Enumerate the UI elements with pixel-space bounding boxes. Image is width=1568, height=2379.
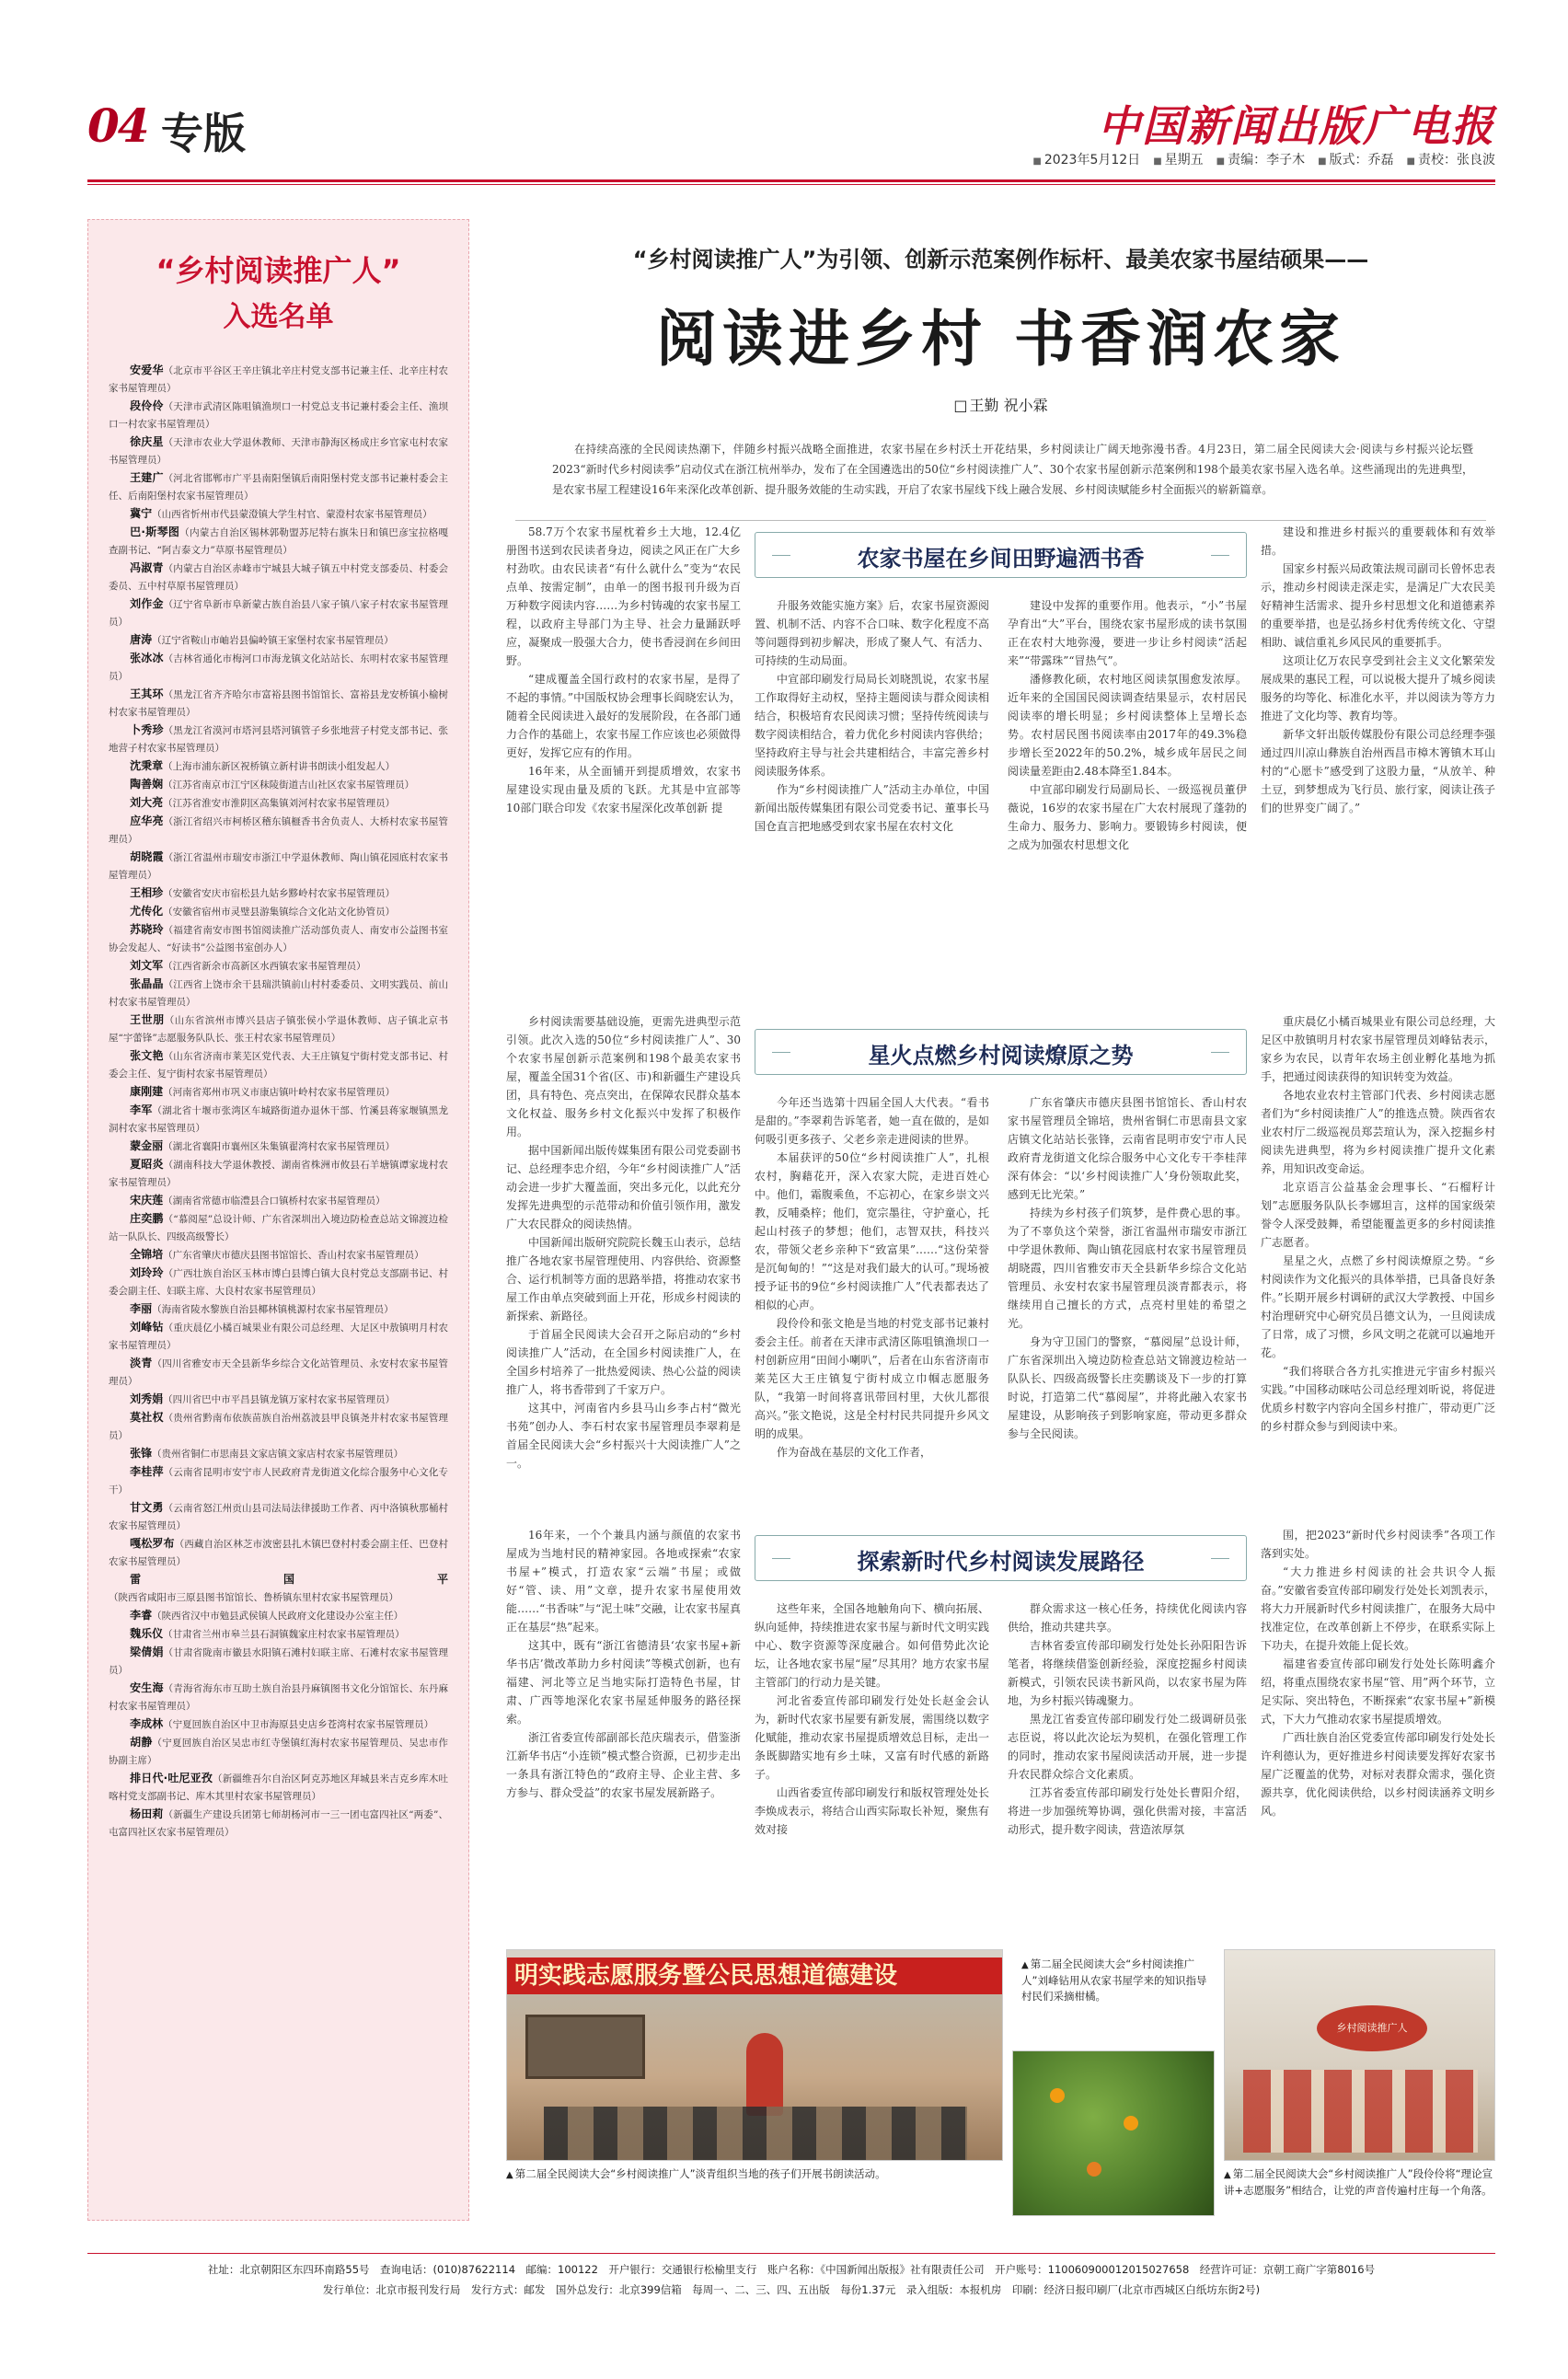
issue-layout: ■ 版式：乔磊 <box>1318 150 1393 168</box>
paragraph: 中宣部印刷发行局局长刘晓凯说，农家书屋工作取得好主动权，坚持主题阅读与群众阅读相结合，积极培育农民阅读习惯；坚持传统阅读与数字阅读相结合，着力优化乡村阅读内容供给；坚持政府主导与社会共建相结合，丰富完善乡村阅读服务体系。 <box>755 673 989 778</box>
footer-rule <box>87 2253 1495 2254</box>
winner-name: 蒙金丽 <box>130 1139 164 1152</box>
winner-entry <box>109 794 448 813</box>
winner-entry <box>109 560 448 595</box>
winner-name: 淡青 <box>130 1357 153 1369</box>
article-lead: 在持续高涨的全民阅读热潮下，伴随乡村振兴战略全面推进，农家书屋在乡村沃土开花结果，乡村阅读让广阔天地弥漫书香。4月23日，第二届全民阅读大会·阅读与乡村振兴论坛暨2023“新时代乡村阅读季”启动仪式在浙江杭州举办，发布了在全国遴选出的50位“乡村阅读推广人”、30个农家书屋创新示范案例和198个最美农家书屋入选名单。这些涌现出的先进典型，是农家书屋工程建设16年来深化改革创新、提升服务效能的生动实践，开启了农家书屋线下线上融合发展、乡村阅读赋能乡村全面振兴的崭新篇章。 <box>552 443 1473 496</box>
sidebar-title-line1: “乡村阅读推广人” <box>156 253 401 288</box>
winner-entry <box>109 1607 448 1625</box>
paragraph: 星星之火，点燃了乡村阅读燎原之势。“乡村阅读作为文化振兴的具体举措，已具备良好条件。”长期开展乡村调研的武汉大学教授、中国乡村治理研究中心研究员吕德文认为，一旦阅读成了日常，成了习惯，乡风文明之花就可以遍地开花。 <box>1261 1254 1495 1359</box>
winner-name: 雷国平 <box>130 1573 448 1586</box>
masthead-rule-thin <box>87 184 1495 185</box>
winner-description: （山东省滨州市博兴县店子镇张侯小学退休教师、店子镇北京书屋“宇蕾锋”志愿服务队队长、张王村农家书屋管理员） <box>109 1015 448 1044</box>
paragraph: 北京语言公益基金会理事长、“石榴籽计划”志愿服务队队长李娜坦言，这样的国家级荣誉令人深受鼓舞，希望能覆盖更多的乡村阅读推广志愿者。 <box>1261 1181 1495 1249</box>
winner-description: （广东省肇庆市德庆县图书馆馆长、香山村农家书屋管理员） <box>163 1250 424 1261</box>
paragraph: 升服务效能实施方案》后，农家书屋资源阅置、机制不活、内容不合口味、数字化程度不高等问题得到初步解决，形成了聚人气、有活力、可持续的生动局面。 <box>755 599 989 667</box>
winner-entry <box>109 1047 448 1083</box>
winner-name: 刘文军 <box>130 959 164 972</box>
section-2-col-4 <box>1261 1012 1495 1436</box>
winner-description: （宁夏回族自治区中卫市海原县史店乡苍湾村农家书屋管理员） <box>163 1719 434 1730</box>
winner-description: （甘肃省兰州市皋兰县石洞镇魏家庄村农家书屋管理员） <box>163 1629 405 1640</box>
bookshelf <box>525 2015 645 2079</box>
winner-name: 全锦培 <box>130 1248 164 1261</box>
winner-entry <box>109 1445 448 1463</box>
paragraph: 福建省委宣传部印刷发行处处长陈明鑫介绍，将重点围绕农家书屋“管、用”两个环节，立足实际、突出特色，不断探索“农家书屋+”新模式，下大力气推动农家书屋提质增效。 <box>1261 1657 1495 1726</box>
winner-entry <box>109 1210 448 1246</box>
winner-name: 王建广 <box>130 471 164 484</box>
winner-entry <box>109 1625 448 1644</box>
winner-entry <box>109 650 448 686</box>
winner-name: 莫社权 <box>130 1411 164 1424</box>
paragraph: 山西省委宣传部印刷发行和版权管理处处长李焕成表示，将结合山西实际取长补短，聚焦有效对接 <box>755 1786 989 1836</box>
paragraph: 这其中，河南省内乡县马山乡李占村“微光书苑”创办人、李石村农家书屋管理员李翠莉是首届全民阅读大会“乡村振兴十大阅读推广人”之一。 <box>506 1402 741 1470</box>
winner-description: （浙江省温州市瑞安市浙江中学退休教师、陶山镇花园底村农家书屋管理员） <box>109 852 448 881</box>
paper-logo: 中国新闻出版广电报 <box>1098 101 1495 151</box>
paragraph: 黑龙江省委宣传部印刷发行处二级调研员张志臣说，将以此次论坛为契机，在强化管理工作的同时，推动农家书屋阅读活动开展，进一步提升农民群众综合文化素质。 <box>1008 1713 1247 1781</box>
winner-name: 冯淑青 <box>130 561 164 574</box>
winner-name: 李丽 <box>130 1302 153 1315</box>
issue-editor: ■ 责编：李子木 <box>1216 150 1305 168</box>
section-2 <box>506 1012 1495 1472</box>
winner-name: 张锋 <box>130 1447 153 1460</box>
paragraph: 广西壮族自治区党委宣传部印刷发行处处长许利德认为，更好推进乡村阅读要发挥好农家书屋广泛覆盖的优势，对标对表群众需求，强化资源共享，优化阅读供给，以乡村阅读涵养文明乡风。 <box>1261 1731 1495 1818</box>
winner-entry <box>109 595 448 631</box>
winner-description: （内蒙古自治区锡林郭勒盟苏尼特右旗朱日和镇巴彦宝拉格嘎查副书记、“阿吉泰文力”草原书屋管理员） <box>109 527 449 556</box>
paragraph: 16年来，从全面铺开到提质增效，农家书屋建设实现由量及质的飞跃。尤其是中宣部等10部门联合印发《农家书屋深化改革创新 提 <box>506 765 741 814</box>
winner-entry <box>109 398 448 433</box>
winner-description: （贵州省黔南布依族苗族自治州荔波县甲良镇尧井村农家书屋管理员） <box>109 1413 448 1441</box>
winner-description: （陕西省咸阳市三原县图书馆馆长、鲁桥镇东里村农家书屋管理员） <box>109 1592 398 1603</box>
photo-sign: 乡村阅读推广人 <box>1317 2005 1427 2051</box>
winner-sidebar <box>87 219 469 2221</box>
winner-entry <box>109 433 448 469</box>
winner-entry <box>109 957 448 976</box>
section-2-col-2 <box>755 1093 989 1461</box>
issue-weekday: ■ 星期五 <box>1153 150 1203 168</box>
winner-entry <box>109 1102 448 1138</box>
paragraph: 潘修教化硕，农村地区阅读氛围愈发浓厚。近年来的全国国民阅读调查结果显示，农村居民阅读率的增长明显；乡村阅读整体上呈增长态势。农村居民图书阅读率由2017年的49.3%稳步增长至2022年的50.2%，城乡成年居民之间阅读量差距由2.48本降至1.84本。 <box>1008 673 1247 778</box>
section-3-col-1 <box>506 1526 741 1802</box>
section-3-subhead: 探索新时代乡村阅读发展路径 <box>755 1535 1247 1581</box>
winner-entry <box>109 1156 448 1192</box>
section-1-col-4 <box>1261 523 1495 817</box>
winner-description: （湖北省十堰市张湾区车城路街道办退休干部、竹溪县蒋家堰镇黑龙洞村农家书屋管理员） <box>109 1105 448 1134</box>
winner-name: 刘秀娟 <box>130 1392 164 1405</box>
paragraph: 群众需求这一核心任务，持续优化阅读内容供给，推动共建共享。 <box>1008 1602 1247 1634</box>
winner-entry <box>109 1011 448 1047</box>
photo-caption-left: ▲ 第二届全民阅读大会“乡村阅读推广人”淡青组织当地的孩子们开展书朗读活动。 <box>506 2166 1003 2183</box>
winner-name: 李军 <box>130 1103 153 1116</box>
winner-name: 冀宁 <box>130 507 153 520</box>
winner-name: 王其环 <box>130 687 164 700</box>
winner-entry <box>109 362 448 398</box>
winner-entry <box>109 1246 448 1265</box>
winner-entry <box>109 1391 448 1409</box>
section-3-col-2 <box>755 1599 989 1839</box>
winner-description: （天津市武清区陈咀镇渔坝口一村党总支书记兼村委会主任、渔坝口一村农家书屋管理员） <box>109 401 448 430</box>
winner-name: 排日代·吐尼亚孜 <box>130 1772 213 1784</box>
winner-name: 康刚建 <box>130 1085 164 1098</box>
paragraph: 中国新闻出版研究院院长魏玉山表示，总结推广各地农家书屋管理使用、内容供给、资源整合、运行机制等方面的思路举措，将推动农家书屋工作由单点突破到面上开花，形成乡村阅读的新探索、新路径。 <box>506 1236 741 1322</box>
orange-fruit <box>1124 2116 1138 2131</box>
paragraph: 围，把2023“新时代乡村阅读季”各项工作落到实处。 <box>1261 1529 1495 1560</box>
paragraph: 段伶伶和张文艳是当地的村党支部书记兼村委会主任。前者在天津市武清区陈咀镇渔坝口一村创新应用“田间小喇叭”，后者在山东省济南市莱芜区大王庄镇复宁街村成立巾帼志愿服务队，“我第一时间将喜讯带回村里，大伙儿都很高兴。”张文艳说，这是全村村民共同提升乡风文明的成果。 <box>755 1317 989 1440</box>
winner-description: （海南省陵水黎族自治县椰林镇桃源村农家书屋管理员） <box>152 1304 394 1315</box>
section-1-col-3 <box>1008 596 1247 854</box>
winner-description: （河北省邯郸市广平县南阳堡镇后南阳堡村党支部书记兼村委会主任、后南阳堡村农家书屋管理员） <box>109 473 448 502</box>
winner-name: 王世朋 <box>130 1013 165 1026</box>
winner-description: （湖南科技大学退休教授、湖南省株洲市攸县石羊塘镇谭家垅村农家书屋管理员） <box>109 1160 448 1188</box>
winner-entry <box>109 722 448 757</box>
orange-fruit <box>1050 2088 1065 2103</box>
winner-name: 刘峰钻 <box>130 1321 164 1334</box>
article-kicker: “乡村阅读推广人”为引领、创新示范案例作标杆、最美农家书屋结硕果—— <box>632 247 1369 272</box>
winner-description: （河南省郑州市巩义市康店镇叶岭村农家书屋管理员） <box>163 1087 396 1098</box>
winner-entry <box>109 1715 448 1734</box>
winner-entry <box>109 903 448 921</box>
winner-name: 胡晓霞 <box>130 850 164 863</box>
winner-entry <box>109 469 448 505</box>
winner-name: 宋庆莲 <box>130 1194 164 1207</box>
paragraph: 新华文轩出版传媒股份有限公司总经理李强通过四川凉山彝族自治州西昌市樟木箐镇木耳山村的“心愿卡”感受到了这股力量，“从放羊、种土豆，到梦想成为飞行员、旅行家，阅读让孩子们的世界变广阔了。” <box>1261 728 1495 814</box>
winner-name: 卜秀珍 <box>130 723 164 736</box>
winner-name: 徐庆星 <box>130 435 164 448</box>
winner-name: 李成林 <box>130 1717 164 1730</box>
section-name: 专版 <box>161 109 246 158</box>
section-1-col-1 <box>506 523 741 817</box>
winner-entry <box>109 976 448 1011</box>
paragraph: 58.7万个农家书屋枕着乡土大地，12.4亿册图书送到农民读者身边，阅读之风正在广大乡村劲吹。由农民读者“有什么就什么”变为“农民点单、按需定制”，由单一的图书报刊升级为百万种数字阅读内容……为乡村铸魂的农家书屋工程，以政府主导部门为主导、社会力量踊跃呼应，凝聚成一股强大合力，使书香浸润在乡间田野。 <box>506 525 741 667</box>
winner-entry <box>109 686 448 722</box>
winner-description: （黑龙江省漠河市塔河县塔河镇管子乡张地营子村党支部书记、张地营子村农家书屋管理员） <box>109 725 448 754</box>
winner-name: 苏晓玲 <box>130 923 164 936</box>
winner-name: 张晶晶 <box>130 977 164 990</box>
winner-description: （吉林省通化市梅河口市海龙镇文化站站长、东明村农家书屋管理员） <box>109 653 448 682</box>
winner-description: （湖南省常德市临澧县合口镇桥村农家书屋管理员） <box>163 1195 386 1207</box>
winner-description: （云南省昆明市安宁市人民政府青龙街道文化综合服务中心文化专干） <box>109 1467 448 1496</box>
winner-name: 刘作金 <box>130 597 164 610</box>
winner-name: 沈秉章 <box>130 759 164 772</box>
page-number: 04 <box>87 98 148 153</box>
section-3-col-4 <box>1261 1526 1495 1820</box>
winner-description: （上海市浦东新区祝桥镇立新村讲书朗读小组发起人） <box>163 761 396 772</box>
winner-description: （安徽省宿州市灵璧县游集镇综合文化站文化协管员） <box>163 907 396 918</box>
winner-name: 张冰冰 <box>130 652 164 664</box>
winner-entry <box>109 1355 448 1391</box>
winner-entry <box>109 1300 448 1319</box>
winner-entry <box>109 849 448 884</box>
winner-description: （重庆晨亿小橘百城果业有限公司总经理、大足区中敖镇明月村农家书屋管理员） <box>109 1322 448 1351</box>
footer-line-2: 发行单位：北京市报刊发行局 发行方式：邮发 国外总发行：北京399信箱 每周一、二、三、四、五出版 每份1.37元 录入组版：本报机房 印刷：经济日报印刷厂(北京市西城区白纸坊东街2号) <box>322 2283 1261 2296</box>
winner-name: 王相珍 <box>130 886 164 899</box>
winner-entry <box>109 524 448 560</box>
winner-name: 梁倩娟 <box>130 1646 164 1658</box>
orange-fruit <box>1087 2162 1101 2177</box>
winner-description: （山东省济南市莱芜区党代表、大王庄镇复宁街村党支部书记、村委会主任、复宁街村农家书屋管理员） <box>109 1051 448 1080</box>
winner-description: （贵州省铜仁市思南县文家店镇文家店村农家书屋管理员） <box>152 1449 404 1460</box>
winner-entry <box>109 1499 448 1535</box>
winner-name: 魏乐仪 <box>130 1627 164 1640</box>
winner-description: （江西省新余市高新区水西镇农家书屋管理员） <box>163 961 366 972</box>
winner-entry <box>109 1138 448 1156</box>
winner-description: （福建省南安市图书馆阅读推广活动部负责人、南安市公益图书室协会发起人、“好读书”公益图书室创办人） <box>109 925 448 953</box>
sidebar-title <box>88 248 468 334</box>
paragraph: 江苏省委宣传部印刷发行处处长曹阳介绍，将进一步加强统筹协调，强化供需对接，丰富活动形式，提升数字阅读，营造浓厚氛 <box>1008 1786 1247 1836</box>
paragraph: 作为“乡村阅读推广人”活动主办单位，中国新闻出版传媒集团有限公司党委书记、董事长马国仓直言把地感受到农家书屋在农村文化 <box>755 783 989 833</box>
winner-entry <box>109 884 448 903</box>
winner-entry <box>109 1463 448 1499</box>
photo-banner: 明实践志愿服务暨公民思想道德建设 <box>507 1957 1003 1994</box>
winner-description: （安徽省安庆市宿松县九姑乡黟岭村农家书屋管理员） <box>163 888 396 899</box>
paragraph: 各地农业农村主管部门代表、乡村阅读志愿者们为“乡村阅读推广人”的推选点赞。陕西省农业农村厅二级巡视员郑芸瑄认为，深入挖掘乡村阅读先进典型，将为乡村阅读推广提升文化素养，用知识改变命运。 <box>1261 1089 1495 1175</box>
winner-name: 陶善娴 <box>130 778 164 791</box>
winner-entry <box>109 631 448 650</box>
winner-name: 唐涛 <box>130 633 153 646</box>
section-2-subhead: 星火点燃乡村阅读燎原之势 <box>755 1029 1247 1075</box>
paragraph: 广东省肇庆市德庆县图书馆馆长、香山村农家书屋管理员全锦培，贵州省铜仁市思南县文家店镇文化站站长张锋，云南省昆明市安宁市人民政府青龙街道文化综合服务中心文化专干李桂萍深有体会：“以‘乡村阅读推广人’身份领取此奖，感到无比光荣。” <box>1008 1096 1247 1201</box>
paragraph: 本届获评的50位“乡村阅读推广人”，扎根农村，胸藉花开，深入农家大院，走进百姓心中。他们，霜腹乘鱼，不忘初心，在家乡崇文兴教，反哺桑梓；他们，宽宗墨往，守护童心，托起山村孩子的梦想；他们，志智双扶，科技兴农，带领父老乡亲种下“致富果”……“这份荣誉是沉甸甸的！”“这是对我们最大的认可。”现场被授予证书的9位“乡村阅读推广人”代表都表达了相似的心声。 <box>755 1151 989 1311</box>
paragraph: 吉林省委宣传部印刷发行处处长孙阳阳告诉笔者，将继续借鉴创新经验，深度挖掘乡村阅读新模式，引领农民读书新风尚，以农家书屋为阵地，为乡村振兴铸魂聚力。 <box>1008 1639 1247 1707</box>
winner-description: （四川省巴中市平昌县镇龙镇万家村农家书屋管理员） <box>163 1394 396 1405</box>
winner-name: 尤传化 <box>130 905 164 918</box>
paragraph: 这些年来，全国各地触角向下、横向拓展、纵向延伸，持续推进农家书屋与新时代文明实践中心、数字资源等深度融合。如何借势此次论坛，让各地农家书屋“屋”尽其用？地方农家书屋主管部门的行动力是关键。 <box>755 1602 989 1689</box>
winner-entry <box>109 921 448 957</box>
issue-date: ■ 2023年5月12日 <box>1032 150 1140 168</box>
photo-caption-top-right: ▲ 第二届全民阅读大会“乡村阅读推广人”刘峰钻用从农家书屋学来的知识指导村民们采摘柑橘。 <box>1021 1957 1215 2004</box>
winner-description: （江苏省淮安市淮阴区高集镇刘河村农家书屋管理员） <box>163 798 396 809</box>
winner-description: （新疆维吾尔自治区阿克苏地区拜城县米吉克乡库木吐喀村党支部副书记、库木其里村农家书屋管理员） <box>109 1773 449 1802</box>
winner-name: 安爱华 <box>130 364 164 376</box>
section-3-col-3 <box>1008 1599 1247 1839</box>
paragraph: 国家乡村振兴局政策法规司副司长曾怀忠表示，推动乡村阅读走深走实，是满足广大农民美好精神生活需求、提升乡村思想文化和道德素养的重要举措，也是弘扬乡村优秀传统文化、守望相助、诚信重礼乡风民风的重要抓手。 <box>1261 562 1495 649</box>
section-1 <box>506 523 1495 1001</box>
photo-children-reading <box>506 1949 1003 2161</box>
paragraph: 浙江省委宣传部副部长范庆瑞表示，借鉴浙江新华书店“小连锁”模式整合资源，已初步走出一条具有浙江特色的“政府主导、企业主营、多方参与、群众受益”的农家书屋发展新路子。 <box>506 1731 741 1799</box>
winner-name: 李桂萍 <box>130 1465 164 1478</box>
winner-description: （内蒙古自治区赤峰市宁城县大城子镇五中村党支部委员、村委会委员、五中村草原书屋管理员） <box>109 563 448 592</box>
volunteer-group <box>1243 2070 1478 2153</box>
winner-entry <box>109 1770 448 1806</box>
winner-description: （宁夏回族自治区吴忠市红寺堡镇红海村农家书屋管理员、吴忠市作协副主席） <box>109 1738 448 1766</box>
winner-entry <box>109 1265 448 1300</box>
footer-line-1: 社址：北京朝阳区东四环南路55号 查询电话：(010)87622114 邮编：100122 开户银行：交通银行松榆里支行 账户名称：《中国新闻出版报》社有限责任公司 开户账号：110060900012015027658 经营许可证：京朝工商广字第8016号 <box>207 2263 1376 2276</box>
winner-entry <box>109 1680 448 1715</box>
paragraph: 河北省委宣传部印刷发行处处长赵金会认为，新时代农家书屋要有新发展，需围绕以数字化赋能，推动农家书屋提质增效总目标，走出一条既脚踏实地有乡土味，又富有时代感的新路子。 <box>755 1694 989 1781</box>
paragraph: “我们将联合各方扎实推进元宇宙乡村振兴实践。”中国移动咪咕公司总经理刘昕说，将促进优质乡村数字内容向全国乡村推广，带动更广泛的乡村群众参与到阅读中来。 <box>1261 1365 1495 1433</box>
winner-description: （“慕阅屋”总设计师、广东省深圳出入境边防检查总站文锦渡边检站一队队长、四级高级警长） <box>109 1214 448 1242</box>
winner-entry <box>109 813 448 849</box>
winner-name: 杨田莉 <box>130 1807 164 1820</box>
winner-name: 刘玲玲 <box>130 1266 164 1279</box>
lead-divider <box>515 520 1486 521</box>
winner-description: （云南省怒江州贡山县司法局法律援助工作者、丙中洛镇秋那桶村农家书屋管理员） <box>109 1503 448 1531</box>
footer <box>87 2259 1495 2300</box>
winner-description: （浙江省绍兴市柯桥区稽东镇榧香书舍负责人、大桥村农家书屋管理员） <box>109 816 448 845</box>
section-3 <box>506 1526 1495 1931</box>
paragraph: 这其中，既有“浙江省德清县‘农家书屋+新华书店’微改革助力乡村阅读”等模式创新，也有福建、河北等立足当地实际打造特色书屋，甘肃、广西等地深化农家书屋延伸服务的路径探索。 <box>506 1639 741 1726</box>
photo-band <box>506 1949 1495 2218</box>
article-byline: □ 王勤 祝小霖 <box>506 394 1495 415</box>
winner-list <box>109 362 448 1842</box>
winner-entry <box>109 1319 448 1355</box>
photo-orange-picking <box>1012 2050 1215 2216</box>
winner-entry <box>109 1806 448 1842</box>
winner-description: （四川省雅安市天全县新华乡综合文化站管理员、永安村农家书屋管理员） <box>109 1358 448 1387</box>
winner-name: 巴·斯琴图 <box>130 525 180 538</box>
winner-entry <box>109 1571 448 1607</box>
photo-volunteers <box>1224 1949 1495 2161</box>
winner-name: 胡静 <box>130 1736 153 1749</box>
paragraph: 中宣部印刷发行局副局长、一级巡视员董伊薇说，16岁的农家书屋在广大农村展现了蓬勃的生命力、服务力、影响力。要锻铸乡村阅读，便之成为加强农村思想文化 <box>1008 783 1247 851</box>
paragraph: 据中国新闻出版传媒集团有限公司党委副书记、总经理李忠介绍，今年“乡村阅读推广人”活动会进一步扩大覆盖面，突出多元化，以此充分发挥先进典型的示范带动和价值引领作用，激发广大农民群众的阅读热情。 <box>506 1144 741 1230</box>
winner-description: （新疆生产建设兵团第七师胡杨河市一三一团屯富四社区“两委”、屯富四社区农家书屋管理员） <box>109 1809 448 1838</box>
main-article <box>506 219 1495 2221</box>
winner-entry <box>109 1409 448 1445</box>
winner-description: （湖北省襄阳市襄州区朱集镇翟湾村农家书屋管理员） <box>163 1141 396 1152</box>
paragraph: “建成覆盖全国行政村的农家书屋，是得了不起的事情。”中国版权协会理事长阎晓宏认为，随着全民阅读进入最好的发展阶段，在各部门通力合作的基础上，农家书屋工作应该也必须做得更好，发挥它应有的作用。 <box>506 673 741 759</box>
winner-name: 安生海 <box>130 1681 164 1694</box>
masthead <box>87 87 1495 179</box>
winner-description: （陕西省汉中市勉县武侯镇人民政府文化建设办公室主任） <box>152 1611 404 1622</box>
winner-name: 夏昭炎 <box>130 1158 164 1171</box>
paragraph: 建设和推进乡村振兴的重要载体和有效举措。 <box>1261 525 1495 557</box>
winner-entry <box>109 1192 448 1210</box>
winner-description: （天津市农业大学退休教师、天津市静海区杨成庄乡官家屯村农家书屋管理员） <box>109 437 448 466</box>
section-2-col-1 <box>506 1012 741 1472</box>
paragraph: 持续为乡村孩子们筑梦，是件费心思的事。为了不辜负这个荣誉，浙江省温州市瑞安市浙江中学退休教师、陶山镇花园底村农家书屋管理员胡晓霞，四川省雅安市天全县新华乡综合文化站管理员、永安村农家书屋管理员淡青都表示，将继续用自己擅长的方式，点亮村里娃的希望之光。 <box>1008 1207 1247 1330</box>
paragraph: 今年还当选第十四届全国人大代表。“看书是甜的。”李翠莉告诉笔者，她一直在做的，是如何吸引更多孩子、父老乡亲走进阅读的世界。 <box>755 1096 989 1146</box>
winner-entry <box>109 776 448 794</box>
winner-name: 段伶伶 <box>130 399 164 412</box>
paragraph: 重庆晨亿小橘百城果业有限公司总经理，大足区中敖镇明月村农家书屋管理员刘峰钻表示，家乡为农民，以青年农场主创业孵化基地为抓手，把通过阅读获得的知识转变为效益。 <box>1261 1015 1495 1083</box>
section-1-subhead: 农家书屋在乡间田野遍洒书香 <box>755 532 1247 578</box>
issue-proofreader: ■ 责校：张良波 <box>1407 150 1495 168</box>
winner-description: （甘肃省陇南市徽县水阳镇石滩村妇联主席、石滩村农家书屋管理员） <box>109 1647 448 1676</box>
paragraph: 身为守卫国门的警察，“慕阅屋”总设计师，广东省深圳出入境边防检查总站文锦渡边检站一队队长、四级高级警长庄奕鹏谈及下一步的打算时说，打造第二代“慕阅屋”，并将此融入农家书屋建设，从影响孩子到影响家庭，带动更多群众参与全民阅读。 <box>1008 1335 1247 1440</box>
paragraph: 作为奋战在基层的文化工作者， <box>777 1446 932 1459</box>
issue-info <box>1032 150 1495 168</box>
winner-entry <box>109 1734 448 1770</box>
winner-entry <box>109 757 448 776</box>
winner-description: （北京市平谷区王辛庄镇北辛庄村党支部书记兼主任、北辛庄村农家书屋管理员） <box>109 365 448 394</box>
winner-name: 庄奕鹏 <box>130 1212 164 1225</box>
photo-caption-right: ▲ 第二届全民阅读大会“乡村阅读推广人”段伶伶将“理论宣讲+志愿服务”相结合，让党的声音传遍村庄每一个角落。 <box>1224 2166 1495 2199</box>
winner-entry <box>109 1644 448 1680</box>
winner-entry <box>109 505 448 524</box>
paragraph: 于首届全民阅读大会召开之际启动的“乡村阅读推广人”活动，在全国乡村阅读推广人，在全国乡村培养了一批热爱阅读、热心公益的阅读推广人，将书香带到了千家万户。 <box>506 1328 741 1396</box>
children-heads <box>544 2107 967 2161</box>
winner-description: （青海省海东市互助土族自治县丹麻镇图书文化分馆馆长、东丹麻村农家书屋管理员） <box>109 1683 448 1712</box>
winner-description: （山西省忻州市代县蒙澄镇大学生村官、蒙澄村农家书屋管理员） <box>152 509 432 520</box>
sidebar-title-line2: 入选名单 <box>223 301 334 333</box>
winner-name: 嘎松罗布 <box>130 1537 175 1550</box>
winner-entry <box>109 1535 448 1571</box>
winner-name: 李睿 <box>130 1609 153 1622</box>
winner-description: （广西壮族自治区玉林市博白县博白镇大良村党总支部副书记、村委会副主任、妇联主席、大良村农家书屋管理员） <box>109 1268 448 1297</box>
winner-name: 甘文勇 <box>130 1501 164 1514</box>
winner-description: （辽宁省阜新市阜新蒙古族自治县八家子镇八家子村农家书屋管理员） <box>109 599 448 628</box>
article-headline: 阅读进乡村 书香润农家 <box>656 304 1345 375</box>
paragraph: “大力推进乡村阅读的社会共识令人振奋。”安徽省委宣传部印刷发行处处长刘凯表示，将大力开展新时代乡村阅读推广，在服务大局中找准定位，在改革创新上不停步，在联系实际上下功夫，在提升效能上促长效。 <box>1261 1565 1495 1652</box>
masthead-rule <box>87 179 1495 182</box>
winner-name: 应华亮 <box>130 814 164 827</box>
paragraph: 乡村阅读需要基础设施，更需先进典型示范引领。此次入选的50位“乡村阅读推广人”、30个农家书屋创新示范案例和198个最美农家书屋，覆盖全国31个省(区、市)和新疆生产建设兵团，具有特色、亮点突出，在保障农民群众基本文化权益、服务乡村文化振兴中发挥了积极作用。 <box>506 1015 741 1138</box>
section-2-col-3 <box>1008 1093 1247 1443</box>
winner-description: （黑龙江省齐齐哈尔市富裕县图书馆馆长、富裕县龙安桥镇小榆树村农家书屋管理员） <box>109 689 448 718</box>
paragraph: 16年来，一个个兼具内涵与颜值的农家书屋成为当地村民的精神家园。各地或探索“农家书屋+”模式，打造农家“云端”书屋；或做好“管、读、用”文章，提升农家书屋使用效能……“书香味”与“泥土味”交融，让农家书屋真正在基层“热”起来。 <box>506 1529 741 1634</box>
winner-description: （西藏自治区林芝市波密县扎木镇巴登村村委会副主任、巴登村农家书屋管理员） <box>109 1539 448 1567</box>
winner-entry <box>109 1083 448 1102</box>
paragraph: 建设中发挥的重要作用。他表示，“小”书屋孕育出“大”平台，围绕农家书屋形成的读书氛围正在农村大地弥漫，要进一步让乡村阅读“活起来”“带露珠”“冒热气”。 <box>1008 599 1247 667</box>
volunteer-figure <box>746 2033 783 2116</box>
winner-description: （江苏省南京市江宁区秣陵街道吉山社区农家书屋管理员） <box>163 780 415 791</box>
section-1-col-2 <box>755 596 989 836</box>
winner-description: （辽宁省鞍山市岫岩县偏岭镇王家堡村农家书屋管理员） <box>152 635 394 646</box>
winner-name: 刘大亮 <box>130 796 164 809</box>
paragraph: 这项让亿万农民享受到社会主义文化繁荣发展成果的惠民工程，可以说极大提升了城乡阅读服务的均等化、标准化水平，并以阅读为等方力推进了文化均等、教育均等。 <box>1261 654 1495 722</box>
winner-name: 张文艳 <box>130 1049 164 1062</box>
winner-description: （江西省上饶市余干县瑞洪镇前山村村委委员、文明实践员、前山村农家书屋管理员） <box>109 979 448 1008</box>
